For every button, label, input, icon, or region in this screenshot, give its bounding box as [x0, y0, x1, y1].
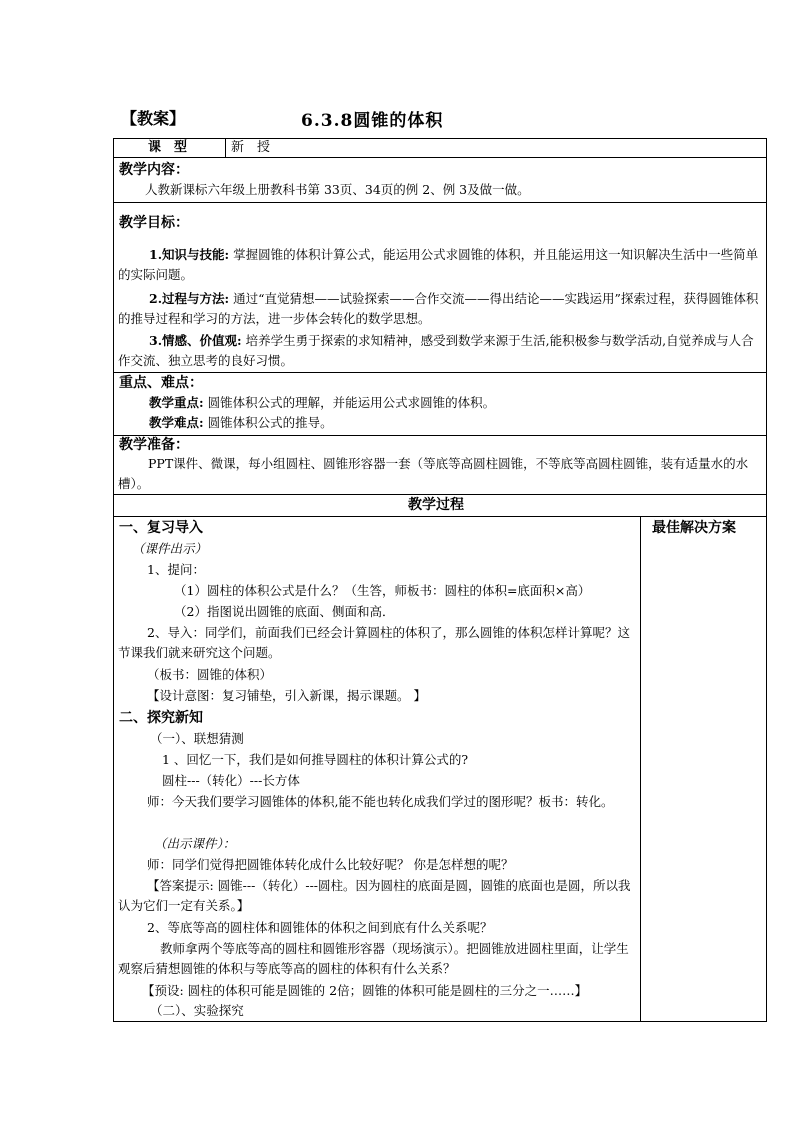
doc-type-label: 【教案】 — [121, 109, 186, 128]
side-heading: 最佳解决方案 — [652, 520, 736, 536]
lesson-plan-table — [113, 138, 767, 1022]
section1-question: 1、提问： — [147, 562, 205, 577]
divider — [640, 517, 641, 1021]
key-points-row — [114, 373, 766, 436]
teaching-focus — [149, 393, 495, 413]
goal-knowledge-label: 1.知识与技能: — [149, 247, 230, 262]
section1-note: （课件出示） — [132, 541, 208, 556]
divider — [225, 139, 226, 158]
document-header — [121, 106, 761, 132]
goal-attitude — [118, 331, 762, 371]
section2-sub2: （二）、实验探究 — [150, 1003, 244, 1018]
process-heading: 教学过程 — [408, 497, 464, 513]
section2-answer: 【答案提示: 圆锥---（转化）---圆柱。因为圆柱的底面是圆，圆锥的底面也是圆，所以我认为它们一定有关系。】 — [118, 878, 631, 913]
section1-heading: 一、复习导入 — [119, 520, 203, 536]
teaching-difficulty-text: 圆锥体积公式的推导。 — [203, 415, 333, 430]
section2-sub1: （一）、联想猜测 — [150, 731, 244, 746]
section2-heading: 二、探究新知 — [119, 710, 203, 726]
section2-teacher2: 师：同学们觉得把圆锥体转化成什么比较好呢？ 你是怎样想的呢？ — [147, 857, 514, 872]
teaching-focus-text: 圆锥体积公式的理解，并能运用公式求圆锥的体积。 — [203, 395, 496, 410]
goal-knowledge-text: 掌握圆锥的体积计算公式，能运用公式求圆锥的体积，并且能运用这一知识解决生活中一些简单的实际问题。 — [118, 247, 759, 282]
section1-intro: 2、导入：同学们，前面我们已经会计算圆柱的体积了，那么圆锥的体积怎样计算呢？这节课我们就来研究这个问题。 — [118, 625, 630, 660]
prep-heading: 教学准备： — [119, 437, 189, 453]
section1-question2: （2）指图说出圆锥的底面、侧面和高． — [174, 604, 395, 619]
goals-heading: 教学目标： — [119, 215, 189, 231]
process-body — [114, 517, 766, 1021]
goal-process-label: 2.过程与方法: — [149, 291, 230, 306]
teaching-focus-label: 教学重点: — [149, 395, 204, 410]
section2-preset: 【预设: 圆柱的体积可能是圆锥的 2倍；圆锥的体积可能是圆柱的三分之一……】 — [142, 983, 588, 998]
goal-attitude-label: 3.情感、价值观: — [149, 333, 242, 348]
process-heading-row — [114, 495, 766, 517]
goal-knowledge — [118, 245, 762, 285]
section2-note: （出示课件）： — [154, 836, 236, 851]
course-type-value: 新 授 — [231, 140, 271, 155]
goals-row — [114, 203, 766, 373]
teaching-difficulty — [149, 413, 333, 433]
goal-attitude-text: 培养学生勇于探索的求知精神，感受到数学来源于生活,能积极参与数学活动,自觉养成与人合作交流、独立思考的良好习惯。 — [118, 333, 754, 368]
section1-board: （板书：圆锥的体积） — [147, 667, 273, 682]
teaching-difficulty-label: 教学难点: — [149, 415, 204, 430]
section1-question1: （1）圆柱的体积公式是什么？（生答，师板书：圆柱的体积=底面积×高） — [174, 583, 591, 598]
key-points-heading: 重点、难点： — [119, 375, 203, 391]
content-row — [114, 158, 766, 203]
section2-teacher1: 师：今天我们要学习圆锥体的体积,能不能也转化成我们学过的图形呢？板书：转化。 — [147, 794, 614, 809]
section2-recall: 1 、回忆一下，我们是如何推导圆柱的体积计算公式的? — [162, 752, 469, 767]
content-heading: 教学内容： — [119, 162, 189, 178]
lesson-title: 6.3.8圆锥的体积 — [301, 111, 444, 131]
section2-transform: 圆柱---（转化）---长方体 — [162, 773, 300, 788]
section2-question2: 2、等底等高的圆柱体和圆锥体的体积之间到底有什么关系呢？ — [147, 920, 493, 935]
section2-demo: 教师拿两个等底等高的圆柱和圆锥形容器（现场演示）。把圆锥放进圆柱里面，让学生观察后猜想圆锥的体积与等底等高的圆柱的体积有什么关系？ — [118, 941, 629, 976]
prep-text: PPT课件、微课，每小组圆柱、圆锥形容器一套（等底等高圆柱圆锥，不等底等高圆柱圆锥，装有适量水的水槽）。 — [118, 456, 749, 491]
goal-process-text: 通过“直觉猜想——试验探索——合作交流——得出结论——实践运用”探索过程，获得圆锥体积的推导过程和学习的方法，进一步体会转化的数学思想。 — [118, 291, 759, 326]
course-type-row — [114, 139, 766, 158]
course-type-label: 课 型 — [148, 140, 188, 155]
goal-process — [118, 289, 762, 329]
prep-row — [114, 436, 766, 495]
content-text: 人教新课标六年级上册教科书第 33页、34页的例 2、例 3及做一做。 — [145, 182, 530, 197]
section1-design: 【设计意图：复习铺垫，引入新课，揭示课题。 】 — [147, 688, 426, 703]
